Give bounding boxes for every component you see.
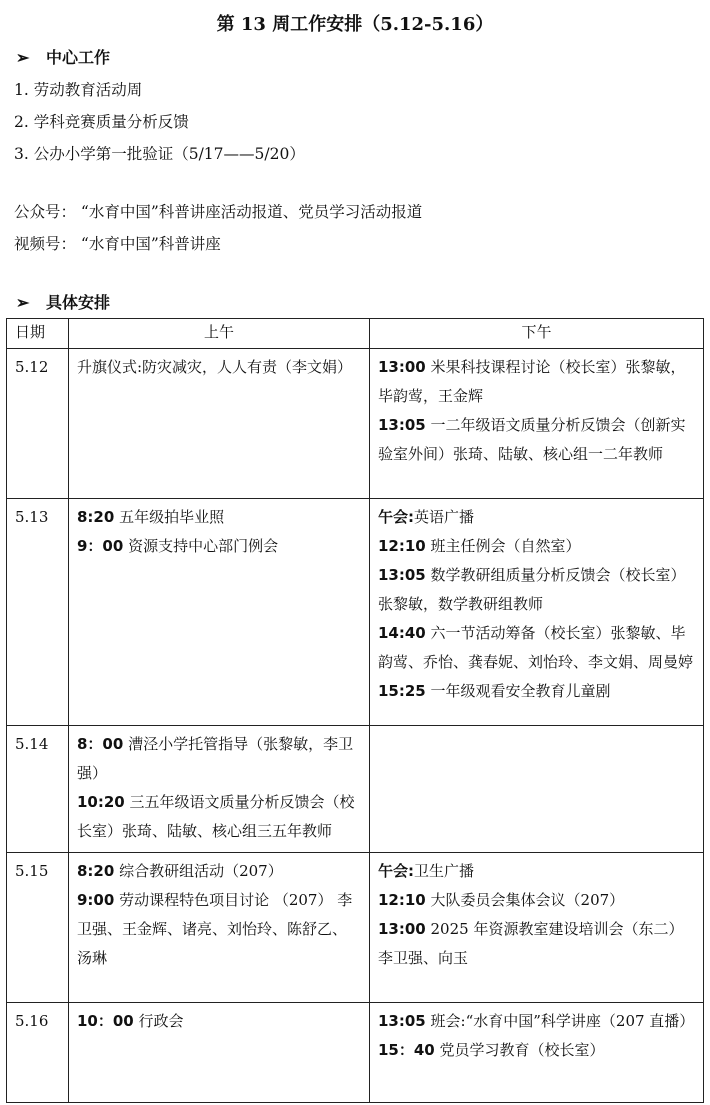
center-work-item-3: 3. 公办小学第一批验证（5/17——5/20） [14,145,305,163]
pm-cell [370,349,704,499]
entry-text: 2025 年资源教室建设培训会（东二）李卫强、向玉 [378,920,684,967]
entry-text: 党员学习教育（校长室） [434,1041,605,1059]
schedule-heading [16,290,110,313]
arrow-bullet-icon: ➢ [16,293,30,312]
schedule-entry [378,677,695,706]
schedule-entry [378,532,695,561]
entry-text: 劳动课程特色项目讨论 （207） 李卫强、王金辉、诸亮、刘怡玲、陈舒乙、汤琳 [77,891,353,967]
schedule-entry [77,503,361,532]
header-date: 日期 [7,319,69,349]
entry-time: 15：40 [378,1041,435,1059]
entry-time: 15:25 [378,682,426,700]
entry-text: 大队委员会集体会议（207） [425,891,625,909]
schedule-entry [77,730,361,788]
date-cell: 5.12 [7,349,69,499]
entry-time: 午会: [378,862,414,880]
am-cell [69,726,370,853]
center-work-heading-text: 中心工作 [46,48,111,67]
entry-time: 9:00 [77,891,115,909]
entry-text: 综合教研组活动（207） [114,862,283,880]
date-cell: 5.15 [7,853,69,1003]
entry-text: 漕泾小学托管指导（张黎敏，李卫强） [77,735,354,782]
entry-text: 行政会 [133,1012,184,1030]
schedule-entry [378,619,695,677]
am-cell [69,1003,370,1103]
date-cell: 5.13 [7,499,69,726]
entry-time: 8:20 [77,508,115,526]
entry-time: 10:20 [77,793,125,811]
entry-time: 13:00 [378,920,426,938]
arrow-bullet-icon: ➢ [16,48,30,67]
entry-time: 13:05 [378,1012,426,1030]
entry-text: 卫生广播 [414,862,475,880]
entry-time: 12:10 [378,537,426,555]
entry-text: 数学教研组质量分析反馈会（校长室）张黎敏，数学教研组教师 [378,566,686,613]
table-row [7,499,704,726]
schedule-entry [378,1036,695,1065]
entry-text: 三五年级语文质量分析反馈会（校长室）张琦、陆敏、核心组三五年教师 [77,793,355,840]
schedule-entry [77,353,361,382]
entry-time: 14:40 [378,624,426,642]
pm-cell [370,853,704,1003]
entry-time: 13:05 [378,416,426,434]
schedule-entry [378,503,695,532]
table-row [7,726,704,853]
entry-time: 10：00 [77,1012,134,1030]
center-work-item-1: 1. 劳动教育活动周 [14,81,143,99]
entry-text: 五年级拍毕业照 [114,508,225,526]
schedule-entry [378,1007,695,1036]
pm-cell [370,726,704,853]
entry-time: 8：00 [77,735,124,753]
schedule-entry [378,353,695,411]
table-row [7,1003,704,1103]
entry-text: 一二年级语文质量分析反馈会（创新实验室外间）张琦、陆敏、核心组一二年教师 [378,416,686,463]
schedule-table [6,318,704,1103]
entry-text: 米果科技课程讨论（校长室）张黎敏，毕韵莺，王金辉 [378,358,686,405]
table-header-row [7,319,704,349]
date-cell: 5.14 [7,726,69,853]
entry-text: 班主任例会（自然室） [425,537,581,555]
schedule-entry [77,1007,361,1036]
schedule-entry [378,857,695,886]
date-cell: 5.16 [7,1003,69,1103]
media-sph: 视频号： “水育中国”科普讲座 [14,235,221,253]
schedule-entry [77,788,361,846]
entry-time: 9：00 [77,537,124,555]
entry-time: 8:20 [77,862,115,880]
am-cell [69,499,370,726]
entry-time: 13:05 [378,566,426,584]
entry-time: 12:10 [378,891,426,909]
schedule-entry [77,532,361,561]
am-cell [69,349,370,499]
am-cell [69,853,370,1003]
entry-text: 班会:“水育中国”科学讲座（207 直播） [425,1012,695,1030]
pm-cell [370,499,704,726]
schedule-heading-text: 具体安排 [46,293,111,312]
schedule-entry [378,561,695,619]
entry-time: 13:00 [378,358,426,376]
schedule-entry [378,411,695,469]
entry-text: 资源支持中心部门例会 [123,537,279,555]
pm-cell [370,1003,704,1103]
table-row [7,853,704,1003]
entry-text: 六一节活动筹备（校长室）张黎敏、毕韵莺、乔怡、龚春妮、刘怡玲、李文娟、周曼婷 [378,624,694,671]
page-title: 第 13 周工作安排（5.12-5.16） [216,14,494,35]
header-am: 上午 [69,319,370,349]
table-row [7,349,704,499]
schedule-entry [378,886,695,915]
media-gzh: 公众号： “水育中国”科普讲座活动报道、党员学习活动报道 [14,203,423,221]
entry-time: 午会: [378,508,414,526]
schedule-entry [378,915,695,973]
entry-text: 升旗仪式:防灾减灾，人人有责（李文娟） [77,358,353,376]
entry-text: 英语广播 [414,508,475,526]
center-work-heading [16,45,110,68]
header-pm: 下午 [370,319,704,349]
schedule-entry [77,857,361,886]
entry-text: 一年级观看安全教育儿童剧 [425,682,611,700]
center-work-item-2: 2. 学科竞赛质量分析反馈 [14,113,189,131]
schedule-entry [77,886,361,973]
